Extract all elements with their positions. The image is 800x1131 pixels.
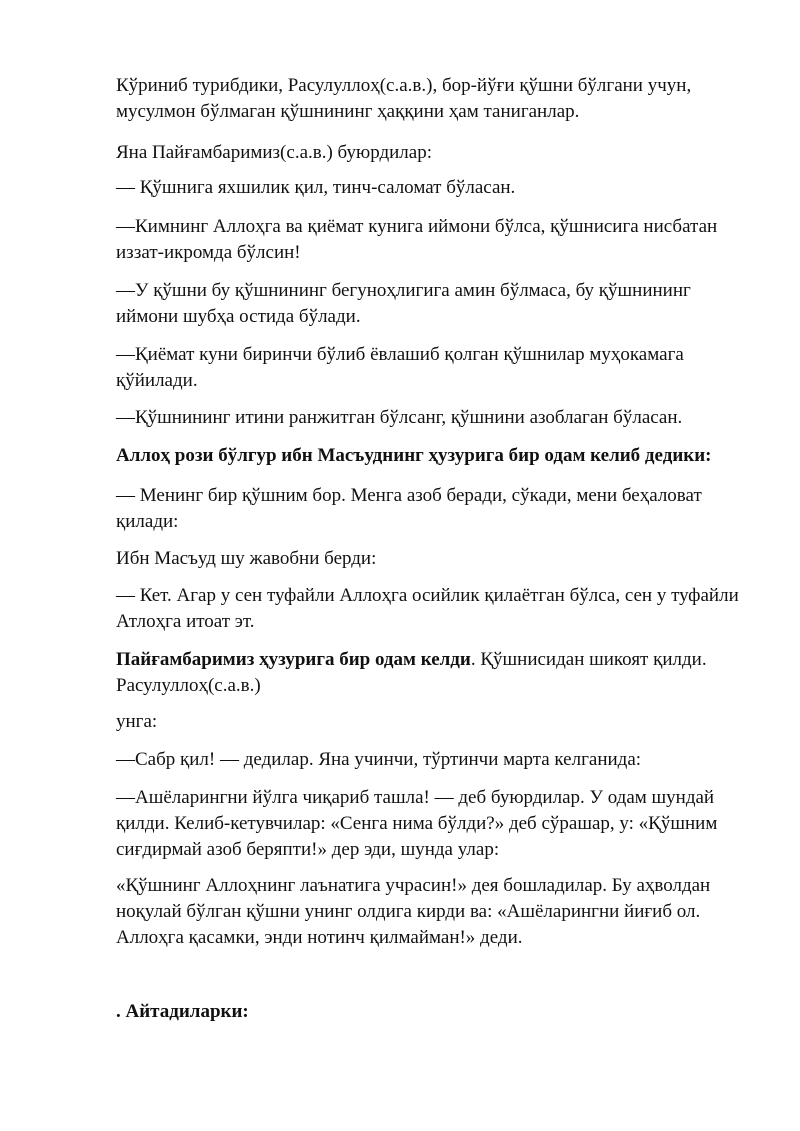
text-line: Аллоҳ рози бўлгур ибн Масъуднинг ҳузурига бир одам келиб дедики: — [116, 445, 712, 466]
paragraph-6 — [116, 342, 736, 394]
text-line: иззат-икромда бўлсин! — [116, 242, 301, 263]
text-line: —Кимнинг Аллоҳга ва қиёмат кунига иймони бўлса, қўшнисига нисбатан — [116, 216, 718, 237]
paragraph-12 — [116, 647, 736, 699]
text-line: . Айтадиларки: — [116, 1001, 249, 1022]
paragraph-14 — [116, 747, 736, 773]
text-line: Аллоҳга қасамки, энди нотинч қилмайман!» деди. — [116, 927, 523, 948]
paragraph-10 — [116, 546, 736, 572]
paragraph-2 — [116, 140, 736, 166]
text-line: — Менинг бир қўшним бор. Менга азоб беради, сўкади, мени беҳаловат — [116, 485, 702, 506]
text-line: ноқулай бўлган қўшни унинг олдига кирди ва: «Ашёларингни йиғиб ол. — [116, 901, 701, 922]
text-line: —Сабр қил! — дедилар. Яна учинчи, тўртинчи марта келганида: — [116, 749, 642, 770]
text-line: — Қўшнига яхшилик қил, тинч-саломат бўласан. — [116, 177, 516, 198]
text-line: қилади: — [116, 511, 179, 532]
text-line: Яна Пайғамбаримиз(с.а.в.) буюрдилар: — [116, 142, 432, 163]
text-line — [116, 647, 736, 673]
text-line: Ибн Масъуд шу жавобни берди: — [116, 548, 377, 569]
text-line: қўйилади. — [116, 370, 198, 391]
paragraph-8-heading — [116, 443, 736, 469]
text-line: Расулуллоҳ(с.а.в.) — [116, 675, 261, 696]
paragraph-7 — [116, 405, 736, 431]
paragraph-11 — [116, 583, 739, 635]
text-line: қилди. Келиб-кетувчилар: «Сенга нима бўлди?» деб сўрашар, у: «Қўшним — [116, 813, 718, 834]
paragraph-1 — [116, 73, 736, 125]
paragraph-9 — [116, 483, 736, 535]
paragraph-4 — [116, 214, 736, 266]
paragraph-3 — [116, 175, 736, 201]
text-line: «Қўшнинг Аллоҳнинг лаънатига учрасин!» дея бошладилар. Бу аҳволдан — [116, 875, 711, 896]
paragraph-17-heading — [116, 999, 736, 1025]
paragraph-16 — [116, 873, 736, 951]
text-line: сиғдирмай азоб беряпти!» дер эди, шунда улар: — [116, 839, 500, 860]
text-line: Атлоҳга итоат эт. — [116, 611, 255, 632]
text-line: иймони шубҳа остида бўлади. — [116, 306, 361, 327]
text-line: мусулмон бўлмаган қўшнининг ҳаққини ҳам таниганлар. — [116, 101, 580, 122]
bold-phrase: Пайғамбаримиз ҳузурига бир одам келди — [116, 649, 471, 670]
paragraph-15 — [116, 785, 736, 863]
paragraph-5 — [116, 278, 736, 330]
text-line: унга: — [116, 711, 158, 732]
text-line: Кўриниб турибдики, Расулуллоҳ(с.а.в.), бор-йўғи қўшни бўлгани учун, — [116, 75, 692, 96]
text-line: — Кет. Агар у сен туфайли Аллоҳга осийлик қилаётган бўлса, сен у туфайли — [116, 585, 739, 606]
text-fragment: . Қўшнисидан шикоят қилди. — [470, 649, 707, 670]
paragraph-13 — [116, 709, 736, 735]
text-line: —У қўшни бу қўшнининг бегуноҳлигига амин бўлмаса, бу қўшнининг — [116, 280, 691, 301]
text-line: —Қиёмат куни биринчи бўлиб ёвлашиб қолган қўшнилар муҳокамага — [116, 344, 684, 365]
text-line: —Қўшнининг итини ранжитган бўлсанг, қўшнини азоблаган бўласан. — [116, 407, 683, 428]
text-line: —Ашёларингни йўлга чиқариб ташла! — деб буюрдилар. У одам шундай — [116, 787, 715, 808]
